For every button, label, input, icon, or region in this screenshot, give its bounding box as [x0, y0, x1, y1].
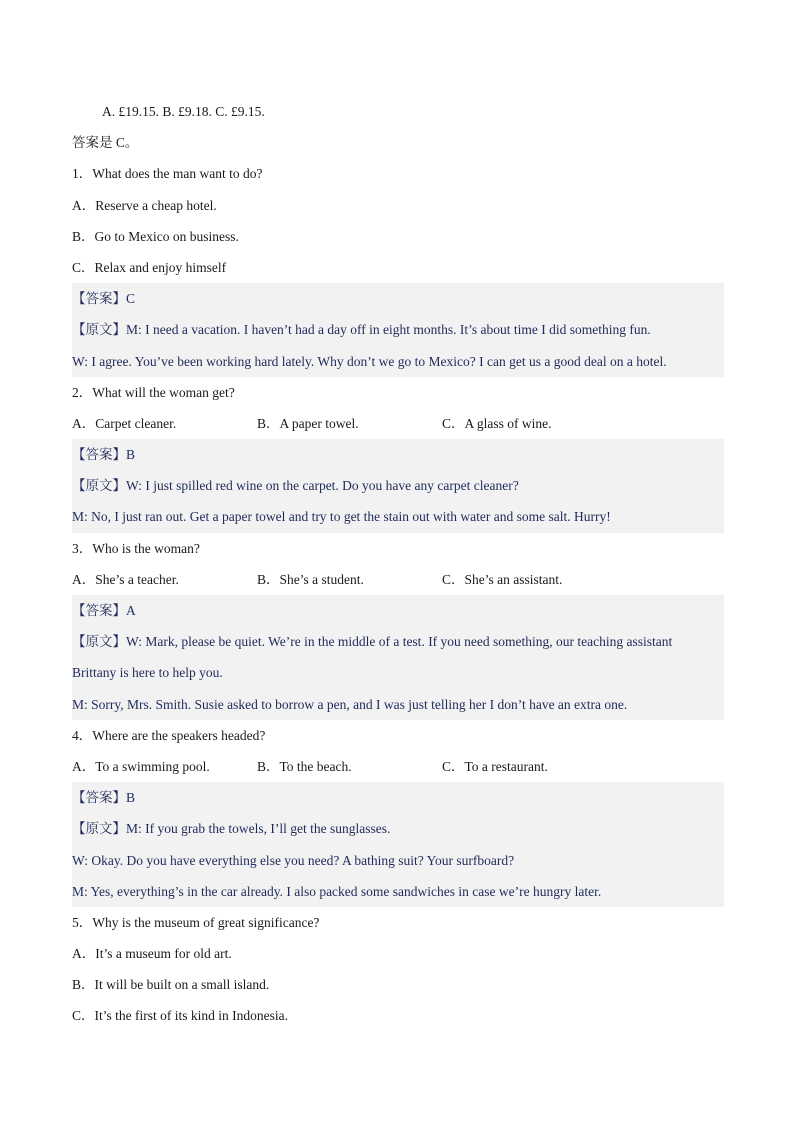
option: B．She’s a student.	[257, 571, 364, 587]
option: A．Reserve a cheap hotel.	[72, 197, 217, 213]
transcript-line: W: I agree. You’ve been working hard lately. Why don’t we go to Mexico? I can get us a good deal on a hotel.	[72, 353, 667, 369]
question-stem: 2．What will the woman get?	[72, 384, 235, 400]
transcript-line: 【原文】W: Mark, please be quiet. We’re in the middle of a test. If you need something, our teaching assistant	[72, 634, 673, 650]
options-row	[72, 408, 724, 439]
answer-label: 【答案】B	[72, 447, 136, 463]
question-stem: 4．Where are the speakers headed?	[72, 727, 266, 743]
transcript-line: M: Yes, everything’s in the car already. I also packed some sandwiches in case we’re hungry later.	[72, 883, 602, 899]
answer-label: 【答案】A	[72, 603, 136, 618]
option: B．A paper towel.	[257, 415, 359, 431]
option: A．Carpet cleaner.	[72, 415, 177, 431]
option: A．She’s a teacher.	[72, 571, 179, 587]
question-stem: 3．Who is the woman?	[72, 540, 200, 556]
transcript-line: 【原文】W: I just spilled red wine on the carpet. Do you have any carpet cleaner?	[72, 478, 519, 494]
answer-block	[72, 439, 724, 533]
option: C．She’s an assistant.	[442, 571, 563, 587]
option: C．A glass of wine.	[442, 415, 552, 431]
options-row	[72, 751, 724, 782]
option: C．It’s the first of its kind in Indonesia.	[72, 1008, 288, 1024]
options-row	[72, 564, 724, 595]
answer-label: 【答案】B	[72, 790, 136, 806]
answer-block	[72, 595, 724, 720]
answer-block	[72, 283, 724, 377]
option: B．Go to Mexico on business.	[72, 228, 239, 244]
transcript-line: Brittany is here to help you.	[72, 665, 223, 681]
question-stem: 5．Why is the museum of great significance?	[72, 914, 320, 930]
option: A．It’s a museum for old art.	[72, 946, 232, 962]
option: C．To a restaurant.	[442, 758, 548, 774]
top-answer: 答案是 C。	[72, 135, 139, 151]
option: B．It will be built on a small island.	[72, 977, 270, 993]
option: B．To the beach.	[257, 758, 352, 774]
option: A．To a swimming pool.	[72, 758, 210, 774]
transcript-line: 【原文】M: If you grab the towels, I’ll get the sunglasses.	[72, 821, 391, 837]
top-options: A. £19.15. B. £9.18. C. £9.15.	[102, 104, 265, 119]
transcript-line: M: No, I just ran out. Get a paper towel and try to get the stain out with water and some salt. Hurry!	[72, 509, 611, 525]
option: C．Relax and enjoy himself	[72, 259, 227, 275]
transcript-line: W: Okay. Do you have everything else you need? A bathing suit? Your surfboard?	[72, 852, 515, 868]
answer-block	[72, 782, 724, 907]
question-stem: 1．What does the man want to do?	[72, 166, 263, 182]
transcript-line: 【原文】M: I need a vacation. I haven’t had a day off in eight months. It’s about time I did something fun.	[72, 322, 651, 338]
answer-label: 【答案】C	[72, 291, 136, 307]
document-page	[72, 96, 724, 1032]
transcript-line: M: Sorry, Mrs. Smith. Susie asked to borrow a pen, and I was just telling her I don’t have an extra one.	[72, 696, 628, 712]
